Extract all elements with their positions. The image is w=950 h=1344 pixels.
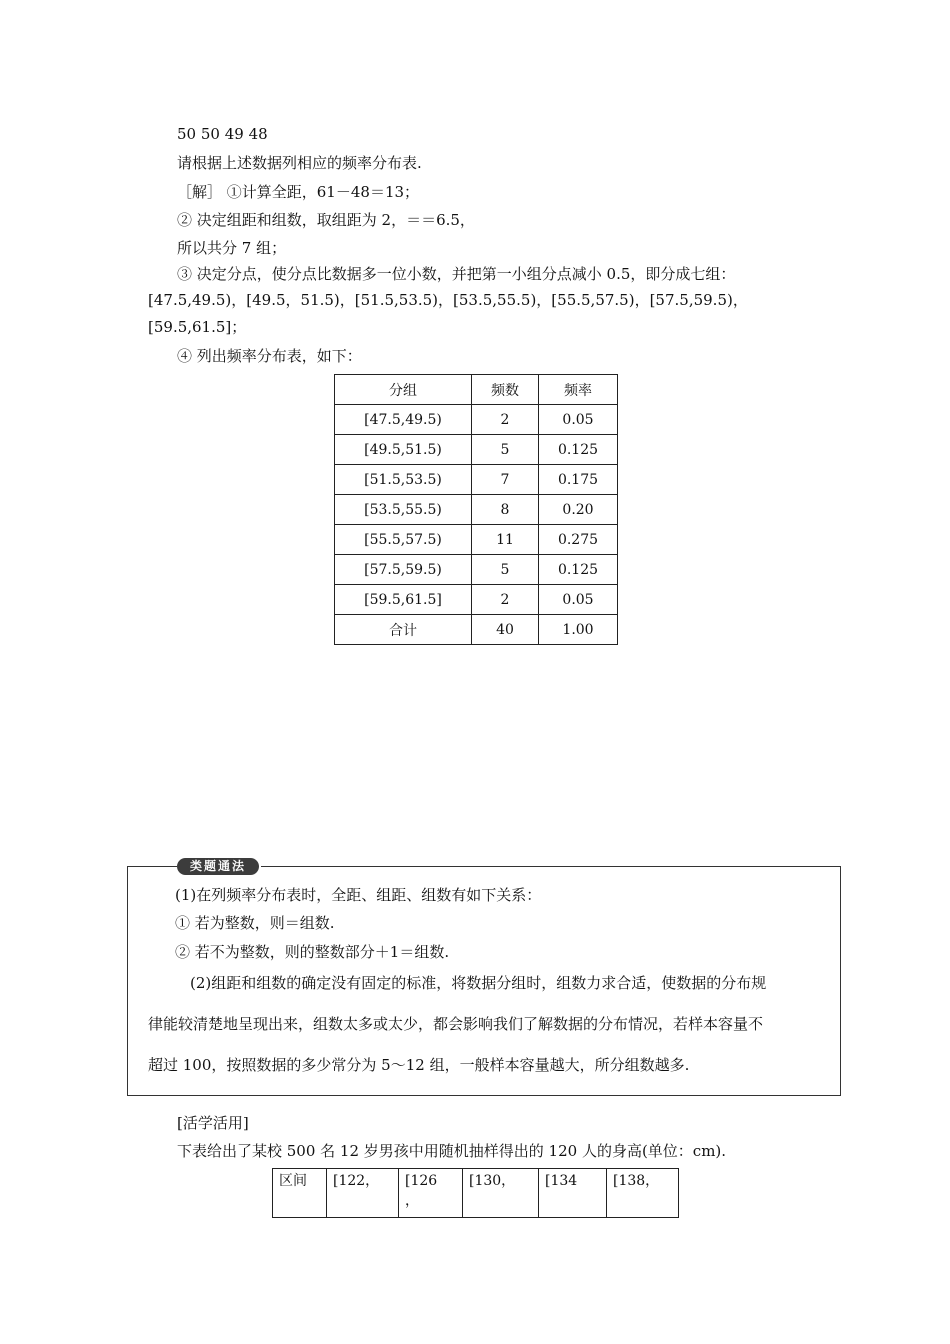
- table-header-row: [335, 375, 618, 405]
- cell-group: [51.5,53.5): [335, 465, 472, 495]
- solution-step-3: ③ 决定分点，使分点比数据多一位小数，并把第一小组分点减小 0.5，即分成七组：: [177, 265, 736, 283]
- cell-rate: 0.275: [539, 525, 618, 555]
- header-frequency-rate: 频率: [539, 375, 618, 405]
- frequency-distribution-table: [334, 374, 618, 645]
- cell-count: 2: [472, 405, 539, 435]
- table-row: [335, 405, 618, 435]
- practice-heading: [活学活用]: [177, 1114, 249, 1132]
- method-point-1: (1)在列频率分布表时，全距、组距、组数有如下关系：: [175, 886, 542, 904]
- table-row: [335, 435, 618, 465]
- table-row: [273, 1169, 679, 1218]
- method-point-2-line-3: 超过 100，按照数据的多少常分为 5～12 组，一般样本容量越大，所分组数越多.: [148, 1056, 690, 1074]
- solution-step-1: ［解］ ①计算全距，61－48＝13；: [177, 183, 420, 201]
- solution-groups-line-1: [47.5,49.5)，[49.5，51.5)，[51.5,53.5)，[53.5,55.5)，[55.5,57.5)，[57.5,59.5)，: [148, 291, 748, 309]
- solution-groups-line-2: [59.5,61.5]；: [148, 318, 247, 336]
- cell-count: 8: [472, 495, 539, 525]
- method-point-2-line-2: 律能较清楚地呈现出来，组数太多或太少，都会影响我们了解数据的分布情况，若样本容量不: [148, 1015, 764, 1033]
- solution-step-4: ④ 列出频率分布表，如下：: [177, 347, 362, 365]
- cell-count: 2: [472, 585, 539, 615]
- height-interval-label: 区间: [273, 1169, 327, 1218]
- cell-count: 7: [472, 465, 539, 495]
- cell-total-rate: 1.00: [539, 615, 618, 645]
- cell-rate: 0.05: [539, 405, 618, 435]
- height-interval-cell: [134: [539, 1169, 607, 1218]
- height-interval-cell: [126 ，: [399, 1169, 463, 1218]
- method-badge: [177, 856, 261, 876]
- solution-step-2: ② 决定组距和组数，取组距为 2，＝＝6.5，: [177, 211, 475, 229]
- table-row: [335, 585, 618, 615]
- cell-total-label: 合计: [335, 615, 472, 645]
- solution-step-2b: 所以共分 7 组；: [177, 239, 287, 257]
- practice-prompt: 下表给出了某校 500 名 12 岁男孩中用随机抽样得出的 120 人的身高(单位：cm).: [177, 1142, 727, 1160]
- cell-count: 11: [472, 525, 539, 555]
- method-point-2-line-1: (2)组距和组数的确定没有固定的标准，将数据分组时，组数力求合适，使数据的分布规: [190, 974, 767, 992]
- cell-group: [57.5,59.5): [335, 555, 472, 585]
- header-frequency-count: 频数: [472, 375, 539, 405]
- cell-group: [59.5,61.5]: [335, 585, 472, 615]
- cell-group: [53.5,55.5): [335, 495, 472, 525]
- height-interval-cell: [122，: [327, 1169, 399, 1218]
- table-total-row: [335, 615, 618, 645]
- cell-rate: 0.175: [539, 465, 618, 495]
- height-interval-cell: [138，: [607, 1169, 679, 1218]
- table-row: [335, 525, 618, 555]
- cell-rate: 0.125: [539, 435, 618, 465]
- cell-group: [49.5,51.5): [335, 435, 472, 465]
- table-row: [335, 555, 618, 585]
- table-row: [335, 465, 618, 495]
- cell-total-count: 40: [472, 615, 539, 645]
- cell-count: 5: [472, 555, 539, 585]
- height-interval-cell: [130，: [463, 1169, 539, 1218]
- cell-rate: 0.05: [539, 585, 618, 615]
- method-badge-label: 类题通法: [177, 858, 259, 875]
- cell-group: [55.5,57.5): [335, 525, 472, 555]
- cell-rate: 0.20: [539, 495, 618, 525]
- data-tail: 50 50 49 48: [177, 125, 268, 143]
- height-table: [272, 1168, 679, 1218]
- cell-count: 5: [472, 435, 539, 465]
- method-point-1b: ② 若不为整数，则的整数部分＋1＝组数.: [175, 943, 450, 961]
- header-group: 分组: [335, 375, 472, 405]
- cell-group: [47.5,49.5): [335, 405, 472, 435]
- cell-rate: 0.125: [539, 555, 618, 585]
- question-prompt: 请根据上述数据列相应的频率分布表.: [177, 154, 422, 172]
- table-row: [335, 495, 618, 525]
- method-point-1a: ① 若为整数，则＝组数.: [175, 914, 335, 932]
